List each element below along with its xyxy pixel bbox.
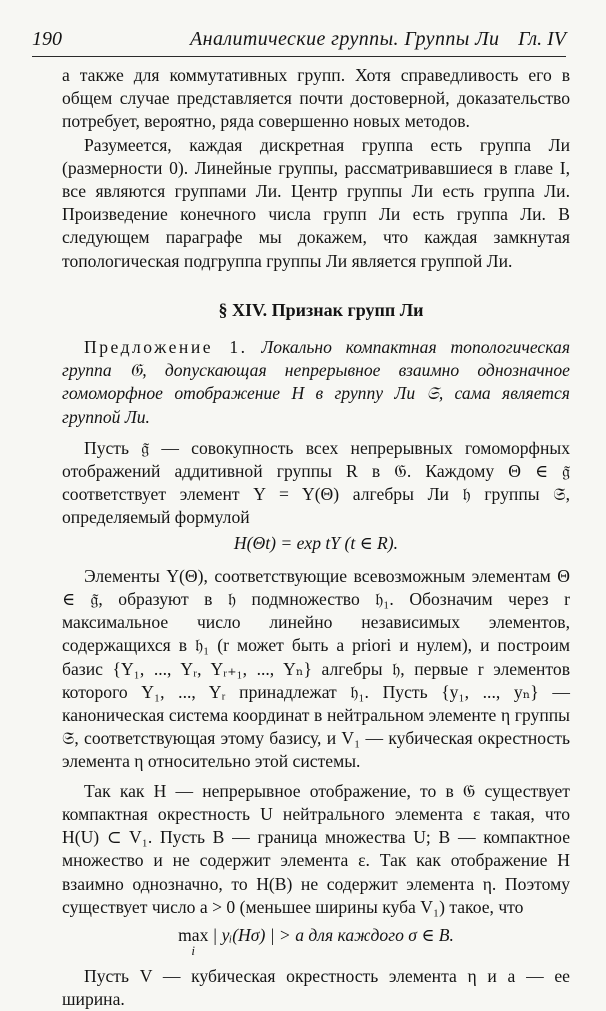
max-subscript: i — [191, 942, 196, 958]
running-title: Аналитические группы. Группы Ли — [190, 28, 500, 50]
proposition-label: Предложение 1. — [84, 337, 248, 358]
header-rule — [32, 56, 566, 57]
proposition-statement: Локально компактная топологическая группа 𝔊, допускающая непрерывное взаимно однозначное гомоморфное отображение H в группу Ли 𝔖, сама является группой Ли. — [62, 337, 570, 427]
paragraph-definition: Пусть 𝔤̃ — совокупность всех непрерывных гомоморфных отображений аддитивной группы R в 𝔊. Каждому Θ ∈ 𝔤̃ соответствует элемент Y = Y(Θ) алгебры Ли 𝔥 группы 𝔖, определяемый формулой — [62, 437, 570, 528]
paragraph-basis: Элементы Y(Θ), соответствующие всевозможным элементам Θ ∈ 𝔤̃, образуют в 𝔥 подмножество 𝔥₁. Обозначим через r максимальное число линейно независимых элементов, содержащихся в 𝔥₁ (r может быть a priori и нулем), и построим базис {Y₁, ..., Yᵣ, Yᵣ₊₁, ..., Yₙ} алгебры 𝔥, первые r элементов которого Y₁, ..., Yᵣ принадлежат 𝔥₁. Пусть {y₁, ..., yₙ} — каноническая система координат в нейтральном элементе η группы 𝔖, соответствующая этому базису, и V₁ — кубическая окрестность элемента η относительно этой системы. — [62, 565, 570, 772]
proposition-1 — [62, 336, 570, 429]
running-header — [32, 28, 566, 52]
page-number: 190 — [32, 28, 62, 50]
formula-max — [62, 925, 570, 957]
paragraph-final: Пусть V — кубическая окрестность элемента η и a — ее ширина. — [62, 965, 570, 1010]
max-operator — [178, 925, 208, 957]
chapter-label: Гл. IV — [518, 28, 566, 50]
paragraph-lie-examples: Разумеется, каждая дискретная группа есть группа Ли (размерности 0). Линейные группы, рассматривавшиеся в главе I, все являются группами Ли. Центр группы Ли есть группа Ли. Произведение конечного числа групп Ли есть группа Ли. В следующем параграфе мы докажем, что каждая замкнутая топологическая подгруппа группы Ли является группой Ли. — [62, 134, 570, 271]
paragraph-neighborhood: Так как H — непрерывное отображение, то в 𝔊 существует компактная окрестность U нейтрального элемента ε такая, что H(U) ⊂ V₁. Пусть B — граница множества U; B — компактное множество и не содержит элемента ε. Так как отображение H взаимно однозначно, то H(B) не содержит элемента η. Поэтому существует число a > 0 (меньшее ширины куба V₁) такое, что — [62, 780, 570, 917]
max-word: max — [178, 924, 209, 945]
paragraph-continuation: а также для коммутативных групп. Хотя справедливость его в общем случае представляется почти достоверной, доказательство потребует, вероятно, ряда совершенно новых методов. — [62, 65, 570, 132]
page-body — [62, 64, 570, 1011]
section-heading: § XIV. Признак групп Ли — [218, 299, 424, 320]
formula-exp: H(Θt) = exp tY (t ∈ R). — [233, 532, 399, 553]
max-expression: | yᵢ(Hσ) | > a для каждого σ ∈ B. — [212, 924, 454, 945]
